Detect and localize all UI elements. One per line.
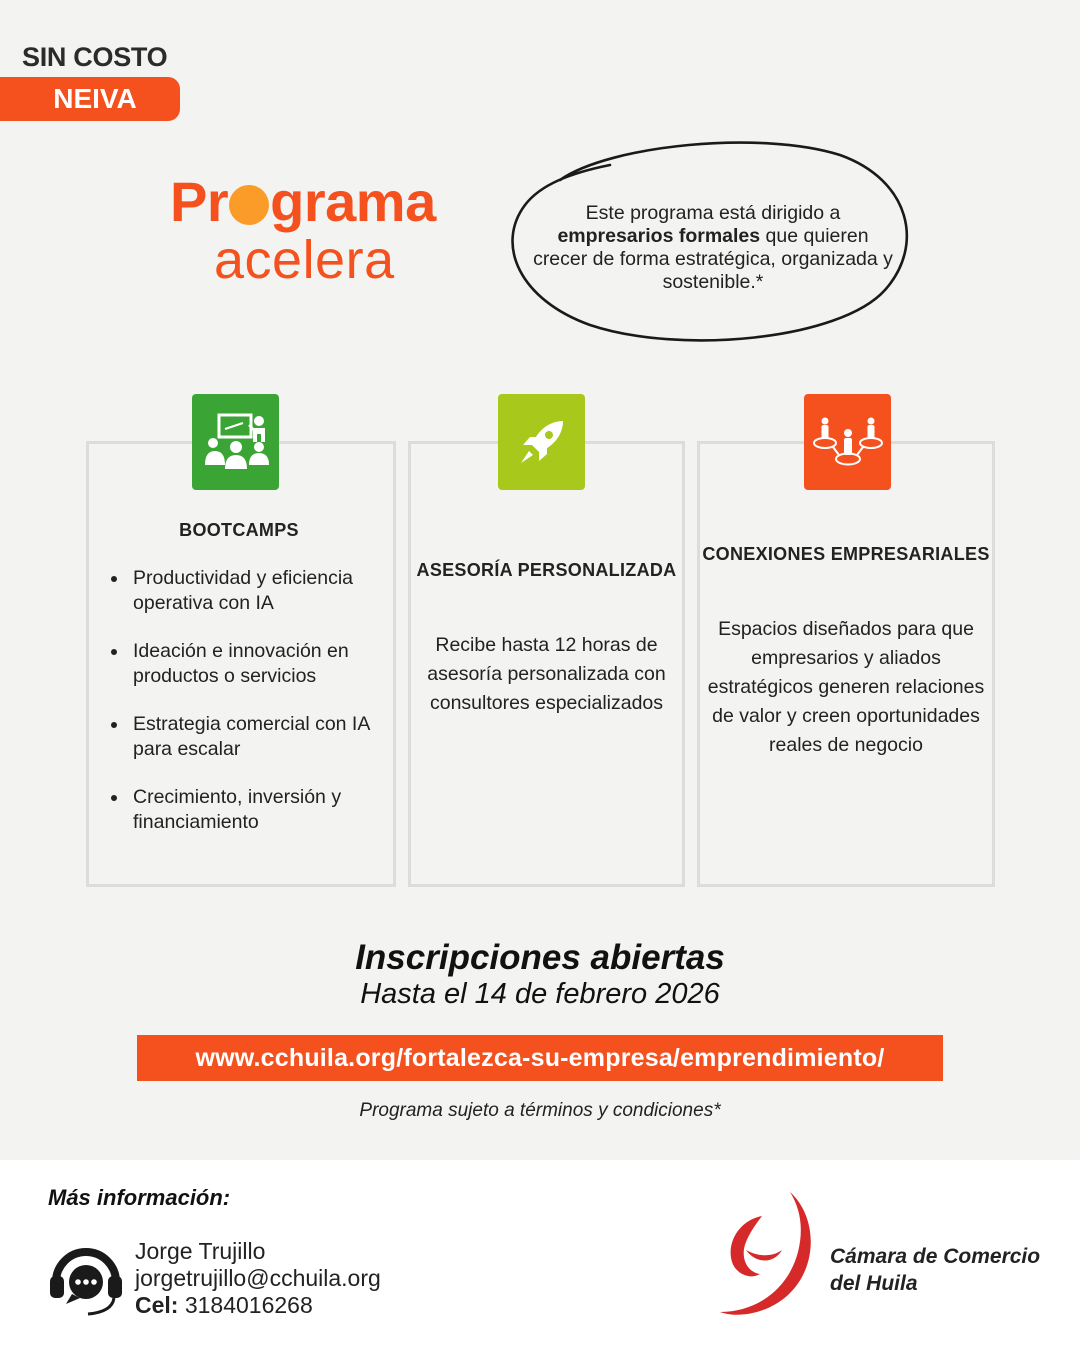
presentation-icon [192, 394, 279, 490]
intro-prefix: Este programa está dirigido a [585, 202, 841, 224]
organization-name [830, 1243, 1040, 1297]
title-part-1: Pr [170, 170, 229, 233]
card-title-bootcamps: BOOTCAMPS [179, 520, 299, 540]
list-item: Crecimiento, inversión y financiamiento [108, 785, 388, 834]
list-item: Ideación e innovación en productos o servicios [108, 639, 388, 688]
asesoria-body: Recibe hasta 12 horas de asesoría personalizada con consultores especializados [427, 634, 666, 714]
card-title-asesoria [408, 558, 685, 582]
free-label: SIN COSTO [22, 42, 168, 72]
title-line-2: acelera [214, 230, 395, 290]
intro-suffix: que quieren crecer de forma estratégica, organizada y sostenible.* [533, 225, 893, 293]
conexiones-body: Espacios diseñados para que empresarios y aliados estratégicos generen relaciones de valor y creen oportunidades reales de negocio [707, 618, 985, 756]
camara-logo-icon [716, 1190, 821, 1320]
program-title [170, 170, 490, 290]
list-item: Productividad y eficiencia operativa con IA [108, 566, 388, 615]
phone-label: Cel: [135, 1292, 179, 1318]
org-line-1: Cámara de Comercio [830, 1245, 1041, 1268]
contact-email[interactable]: jorgetrujillo@cchuila.org [135, 1265, 381, 1291]
contact-phone-row [135, 1292, 381, 1319]
asesoria-title-text: ASESORÍA PERSONALIZADA [416, 560, 677, 580]
contact-details [135, 1238, 381, 1319]
contact-phone[interactable]: 3184016268 [184, 1292, 313, 1318]
registration-heading: Inscripciones abiertas [355, 938, 725, 977]
list-item: Estrategia comercial con IA para escalar [108, 712, 388, 761]
city-badge: NEIVA [0, 77, 180, 121]
network-icon [804, 394, 891, 490]
terms-note: Programa sujeto a términos y condiciones* [359, 1100, 721, 1121]
org-line-2: del Huila [830, 1272, 918, 1295]
intro-bold: empresarios formales [557, 225, 761, 247]
registration-deadline: Hasta el 14 de febrero 2026 [360, 978, 720, 1010]
registration-link[interactable]: www.cchuila.org/fortalezca-su-empresa/emprendimiento/ [137, 1035, 943, 1081]
headset-icon [48, 1242, 124, 1318]
card-title-conexiones [697, 542, 995, 566]
orange-dot-icon [229, 185, 269, 225]
conexiones-title-text: CONEXIONES EMPRESARIALES [702, 544, 990, 564]
more-info-heading: Más información: [48, 1185, 231, 1210]
program-description [528, 202, 898, 294]
rocket-icon [498, 394, 585, 490]
bootcamps-list [108, 566, 388, 858]
title-part-2: grama [270, 170, 436, 233]
contact-name: Jorge Trujillo [135, 1238, 266, 1264]
